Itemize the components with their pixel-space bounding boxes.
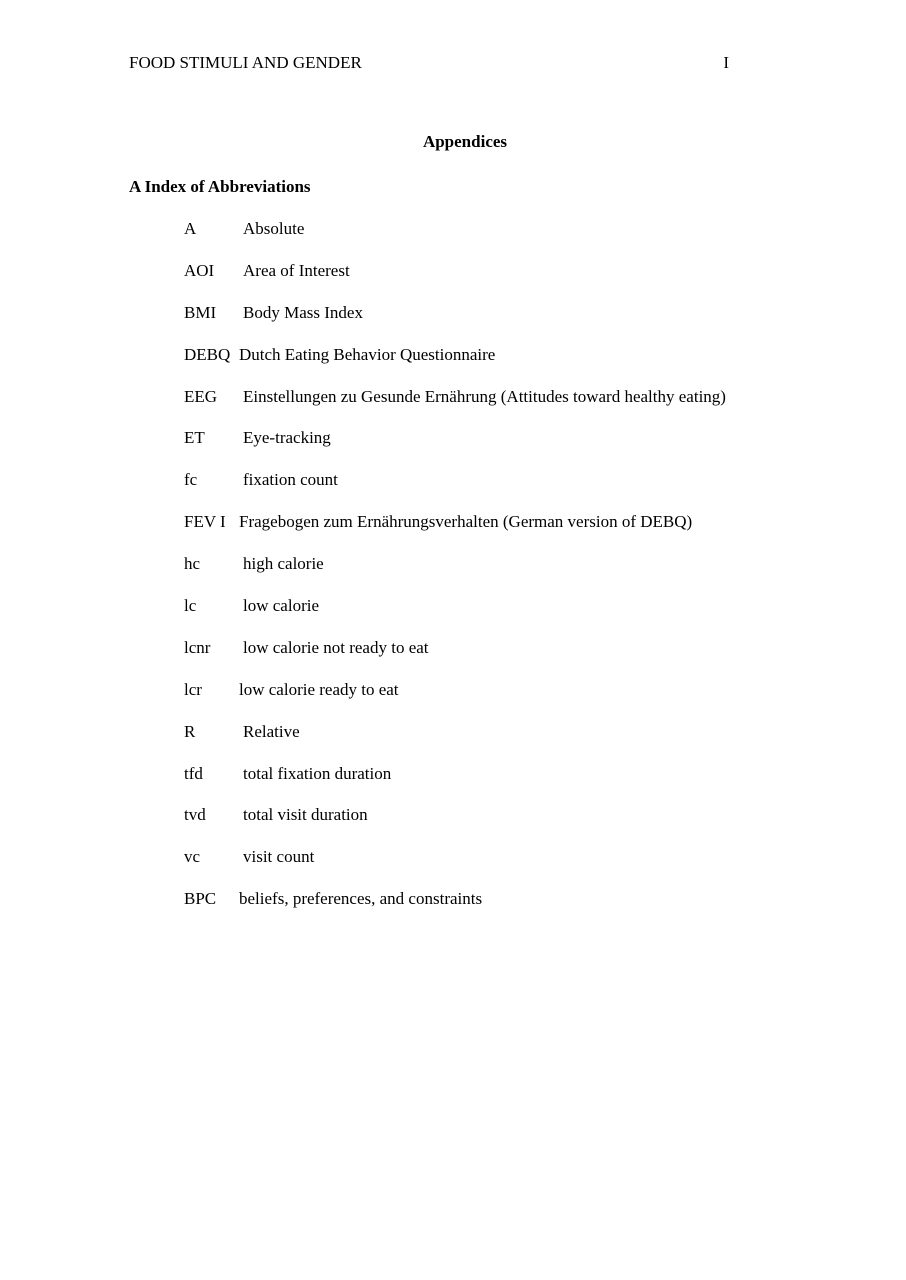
abbreviation-term: lc: [184, 596, 197, 616]
abbreviation-row: [184, 637, 429, 680]
abbreviation-row: [184, 386, 726, 429]
abbreviation-row: [184, 219, 305, 261]
abbreviation-row: [184, 889, 483, 931]
abbreviation-term: EEG: [184, 386, 218, 406]
abbreviation-term: BMI: [184, 302, 217, 322]
abbreviation-row: [184, 344, 496, 387]
abbreviation-definition: Body Mass Index: [243, 302, 363, 322]
abbreviation-term: hc: [184, 554, 201, 574]
abbreviation-term: A: [184, 219, 197, 238]
abbreviation-definition: Relative: [243, 721, 300, 741]
running-head-title: FOOD STIMULI AND GENDER: [129, 53, 362, 72]
abbreviation-definition: Dutch Eating Behavior Questionnaire: [239, 344, 496, 364]
abbreviation-row: [184, 302, 363, 345]
abbreviation-row: [184, 428, 331, 470]
abbreviation-term: DEBQ: [184, 344, 231, 364]
abbreviation-row: [184, 512, 693, 554]
page-number: I: [723, 53, 729, 72]
abbreviation-term: BPC: [184, 889, 217, 909]
abbreviation-definition: visit count: [243, 847, 315, 867]
abbreviation-definition: fixation count: [243, 470, 338, 490]
abbreviation-term: AOI: [184, 260, 215, 280]
abbreviation-definition: Fragebogen zum Ernährungsverhalten (German version of DEBQ): [239, 512, 693, 532]
abbreviation-definition: beliefs, preferences, and constraints: [239, 889, 483, 909]
abbreviation-definition: low calorie: [243, 596, 319, 616]
abbreviation-term: R: [184, 721, 196, 741]
abbreviation-term: ET: [184, 428, 205, 448]
abbreviation-row: [184, 260, 350, 303]
abbreviation-row: [184, 596, 319, 638]
abbreviation-row: [184, 805, 368, 847]
abbreviation-definition: Absolute: [243, 219, 305, 238]
running-head: [129, 53, 729, 77]
abbreviation-row: [184, 763, 392, 806]
abbreviation-definition: Einstellungen zu Gesunde Ernährung (Attitudes toward healthy eating): [243, 386, 726, 406]
abbreviation-definition: low calorie not ready to eat: [243, 637, 429, 657]
abbreviation-term: vc: [184, 847, 201, 867]
abbreviation-definition: low calorie ready to eat: [239, 679, 399, 699]
abbreviation-definition: total visit duration: [243, 805, 368, 825]
abbreviation-row: [184, 721, 300, 764]
abbreviation-row: [184, 470, 338, 512]
abbreviation-term: tfd: [184, 763, 203, 783]
appendices-heading: Appendices: [422, 132, 508, 151]
abbreviation-row: [184, 679, 399, 722]
abbreviation-definition: high calorie: [243, 554, 324, 574]
section-heading: A Index of Abbreviations: [129, 177, 311, 196]
abbreviation-row: [184, 847, 315, 889]
abbreviation-term: fc: [184, 470, 198, 490]
abbreviation-row: [184, 554, 324, 596]
abbreviation-definition: Eye-tracking: [243, 428, 331, 448]
abbreviation-term: lcnr: [184, 637, 211, 657]
abbreviation-term: lcr: [184, 679, 202, 699]
abbreviation-term: tvd: [184, 805, 206, 825]
abbreviation-term: FEV I: [184, 512, 226, 532]
abbreviation-definition: Area of Interest: [243, 260, 350, 280]
abbreviation-list: [184, 219, 726, 931]
abbreviation-definition: total fixation duration: [243, 763, 392, 783]
